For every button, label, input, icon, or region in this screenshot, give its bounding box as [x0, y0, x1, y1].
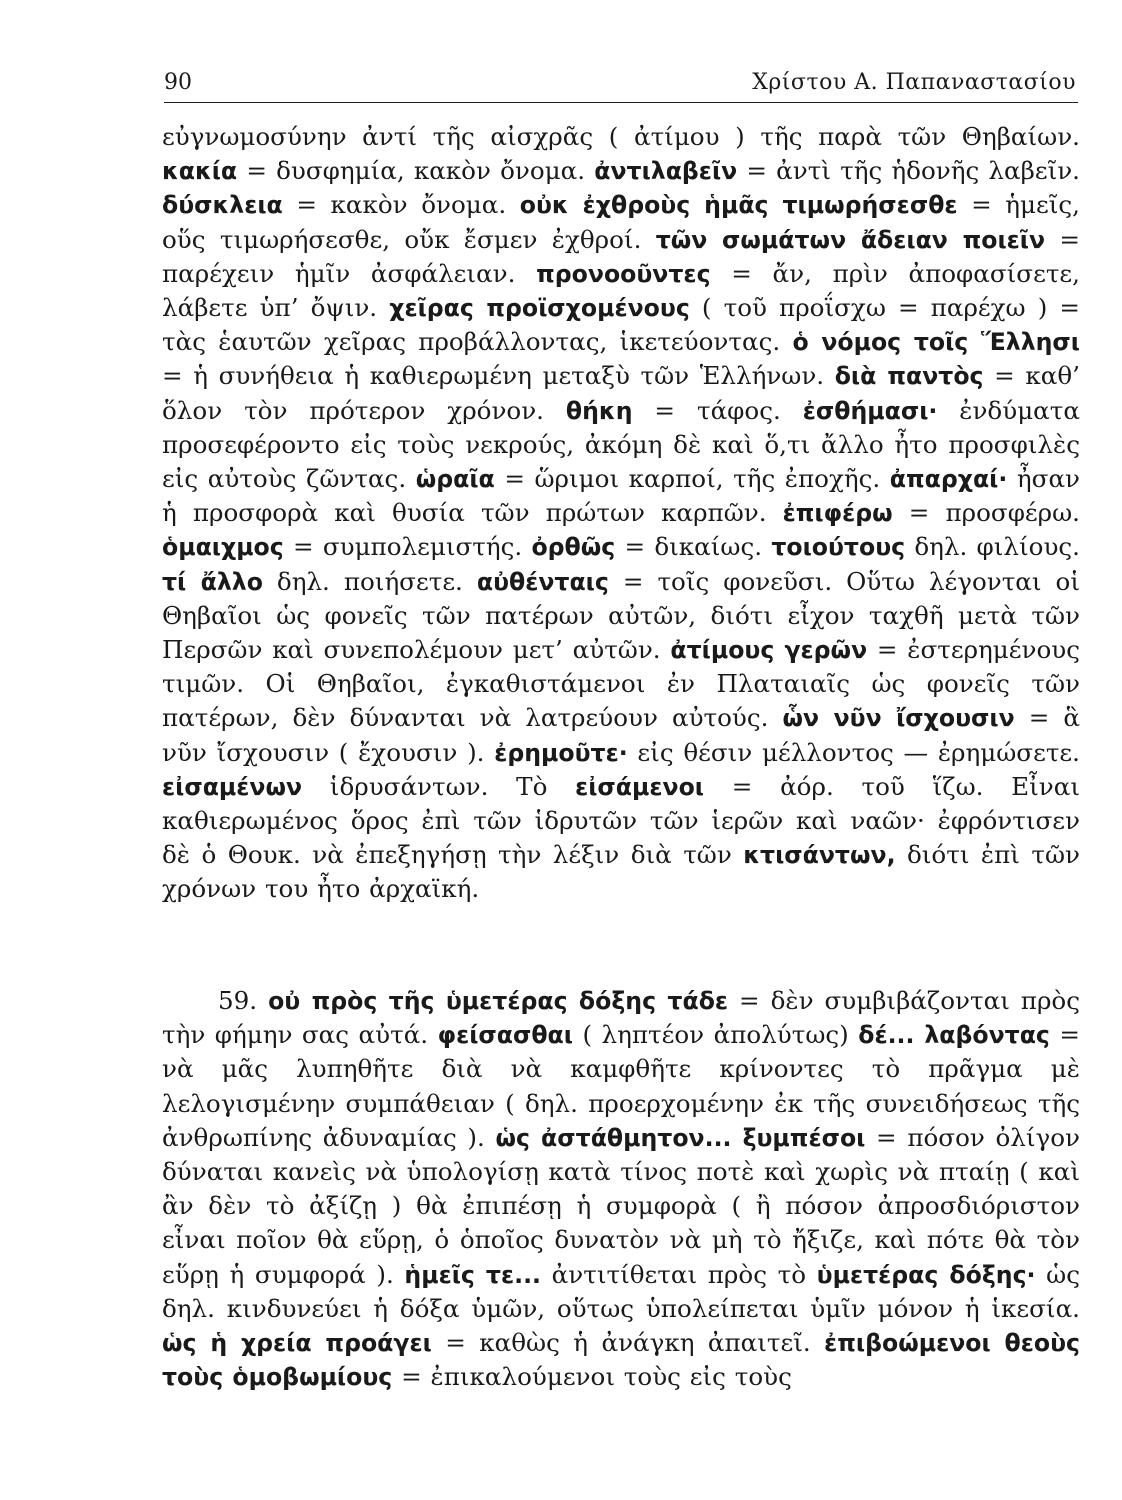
gloss-text: = ὥριμοι καρποί, τῆς ἐποχῆς.: [494, 464, 890, 494]
gloss-text: = συμπολεμιστής.: [283, 532, 532, 562]
lemma-term: ὡραῖα: [415, 465, 495, 494]
lemma-term: αὐθένταις: [476, 567, 609, 596]
gloss-text: = προσφέρω.: [892, 498, 1080, 528]
lemma-term: θήκη: [565, 396, 633, 425]
lemma-term: ἐσθήμασι·: [802, 396, 938, 425]
gloss-text: = ἃ νῦν ἴσχουσιν ( ἔχουσιν ).: [162, 703, 1080, 767]
paragraph-2: [162, 984, 1080, 1394]
gloss-text: = ἐστερημένους τιμῶν. Οἱ Θηβαῖοι, ἐγκαθιστάμενοι ἐν Πλαταιαῖς ὡς φονεῖς τῶν πατέρων, δὲν δύνανται νὰ λατρεύουν αὐτούς.: [162, 635, 1080, 733]
lemma-term: κακία: [162, 157, 238, 186]
lemma-term: προνοοῦντες: [536, 259, 711, 288]
gloss-text: = ἀόρ. τοῦ ἵζω. Εἶναι καθιερωμένος ὅρος ἐπὶ τῶν ἱδρυτῶν τῶν ἱερῶν καὶ ναῶν· ἐφρόντισεν δὲ ὁ Θουκ. νὰ ἐπεξηγήσῃ τὴν λέξιν διὰ τῶν: [162, 771, 1080, 870]
lemma-term: ἀτίμους γερῶν: [670, 636, 868, 665]
gloss-text: ἐνδύματα προσεφέροντο εἰς τοὺς νεκρούς, ἀκόμη δὲ καὶ ὅ,τι ἄλλο ἦτο προσφιλὲς εἰς αὐτοὺς ζῶντας.: [162, 395, 1080, 494]
gloss-text: 59.: [218, 986, 269, 1015]
lemma-term: τῶν σωμάτων ἄδειαν ποιεῖν: [655, 225, 1046, 254]
lemma-term: φείσασθαι: [437, 1021, 573, 1050]
gloss-text: ἀντιτίθεται πρὸς τὸ: [541, 1259, 817, 1289]
gloss-text: εὐγνωμοσύνην ἀντί τῆς αἰσχρᾶς ( ἀτίμου ) τῆς παρὰ τῶν Θηβαίων.: [162, 122, 1080, 151]
gloss-text: = ἡ συνήθεια ἡ καθιερωμένη μεταξὺ τῶν Ἑλλήνων.: [162, 361, 835, 391]
lemma-term: ἐρημοῦτε·: [494, 738, 628, 767]
page-number: 90: [164, 70, 192, 95]
gloss-text: = πόσον ὀλίγον δύναται κανεὶς νὰ ὑπολογίσῃ κατὰ τίνος ποτὲ καὶ χωρὶς νὰ πταίῃ ( καὶ ἂν δὲν τὸ ἀξίζῃ ) θὰ ἐπιπέσῃ ἡ συμφορὰ ( ἢ πόσον ἀπροσδιόριστον εἶναι ποῖον θὰ εὕρῃ, ὁ ὁποῖος δυνατὸν νὰ μὴ τὸ ἤξιζε, καὶ πότε θὰ τὸν εὕρῃ ἡ συμφορά ).: [162, 1122, 1080, 1289]
gloss-text: = καθ’ ὅλον τὸν πρότερον χρόνον.: [162, 361, 1080, 425]
gloss-text: = ἐπικαλούμενοι τοὺς εἰς τοὺς: [392, 1362, 792, 1392]
gloss-text: = δικαίως.: [615, 532, 772, 562]
lemma-term: ἡμεῖς τε...: [404, 1260, 542, 1289]
gloss-text: διότι ἐπὶ τῶν χρόνων του ἦτο ἀρχαϊκή.: [162, 840, 1080, 904]
lemma-term: ἀπαρχαί·: [889, 465, 1008, 494]
gloss-text: = παρέχειν ἡμῖν ἀσφάλειαν.: [162, 224, 1080, 288]
lemma-term: οὐ πρὸς τῆς ὑμετέρας δόξης τάδε: [268, 987, 729, 1015]
gloss-text: ( τοῦ προΐσχω = παρέχω ) = τὰς ἑαυτῶν χεῖρας προβάλλοντας, ἱκετεύοντας.: [162, 293, 1080, 357]
lemma-term: ὁμαιχμος: [162, 533, 284, 562]
paragraph-1: [162, 120, 1080, 907]
gloss-text: = τοῖς φονεῦσι. Οὕτω λέγονται οἱ Θηβαῖοι ὡς φονεῖς τῶν πατέρων αὐτῶν, διότι εἶχον ταχθῆ μετὰ τῶν Περσῶν καὶ συνεπολέμουν μετ’ αὐτῶν.: [162, 566, 1080, 665]
running-title: Χρίστου Α. Παπαναστασίου: [752, 70, 1076, 95]
gloss-text: = κακὸν ὄνομα.: [282, 190, 520, 220]
lemma-term: κτισάντων,: [743, 841, 896, 870]
lemma-term: ἐπιβοώμενοι θεοὺς τοὺς ὁμοβωμίους: [162, 1329, 1080, 1392]
lemma-term: εἰσάμενοι: [575, 772, 704, 801]
gloss-text: ἦσαν ἡ προσφορὰ καὶ θυσία τῶν πρώτων καρπῶν.: [162, 464, 1081, 528]
gloss-text: ἱδρυσάντων. Τὸ: [302, 771, 576, 801]
lemma-term: ὁ νόμος τοῖς Ἕλλησι: [792, 328, 1080, 357]
gloss-text: = δὲν συμβιβάζονται πρὸς τὴν φήμην σας αὐτά.: [162, 986, 1081, 1050]
lemma-term: τοιούτους: [771, 533, 906, 562]
gloss-text: δηλ. φιλίους.: [905, 532, 1080, 562]
gloss-text: = νὰ μᾶς λυπηθῆτε διὰ νὰ καμφθῆτε κρίνοντες τὸ πρᾶγμα μὲ λελογισμένην συμπάθειαν ( δηλ. προερχομένην ἐκ τῆς συνειδήσεως τῆς ἀνθρωπίνης ἀδυναμίας ).: [162, 1020, 1080, 1152]
gloss-text: εἰς θέσιν μέλλοντος — ἐρημώσετε.: [627, 737, 1080, 767]
lemma-term: ὡς ἡ χρεία προάγει: [162, 1329, 432, 1358]
lemma-term: δύσκλεια: [162, 191, 283, 220]
lemma-term: ὀρθῶς: [531, 533, 616, 562]
gloss-text: ὡς δηλ. κινδυνεύει ἡ δόξα ὑμῶν, οὕτως ὑπολείπεται ὑμῖν μόνον ἡ ἱκεσία.: [162, 1259, 1080, 1323]
lemma-term: χεῖρας προϊσχομένους: [389, 294, 690, 323]
lemma-term: δέ... λαβόντας: [858, 1021, 1050, 1050]
lemma-term: τί ἄλλο: [162, 567, 263, 596]
lemma-term: ἀντιλαβεῖν: [594, 157, 738, 186]
lemma-term: ὡς ἀστάθμητον... ξυμπέσοι: [495, 1123, 866, 1152]
gloss-text: = καθὼς ἡ ἀνάγκη ἀπαιτεῖ.: [431, 1328, 825, 1358]
gloss-text: = ἀντὶ τῆς ἡδονῆς λαβεῖν.: [737, 156, 1080, 186]
lemma-term: ὑμετέρας δόξης·: [816, 1260, 1036, 1289]
gloss-text: = ἡμεῖς, οὕς τιμωρήσεσθε, οὔκ ἔσμεν ἐχθροί.: [162, 190, 1081, 254]
lemma-term: ὧν νῦν ἴσχουσιν: [782, 704, 1015, 733]
page-header: [164, 66, 1078, 103]
gloss-text: δηλ. ποιήσετε.: [262, 566, 477, 596]
gloss-text: = ἄν, πρὶν ἀποφασίσετε, λάβετε ὑπ’ ὄψιν.: [162, 258, 1080, 323]
lemma-term: εἰσαμένων: [162, 772, 303, 801]
gloss-text: ( ληπτέον ἀπολύτως): [572, 1020, 859, 1050]
lemma-term: διὰ παντὸς: [834, 362, 984, 391]
lemma-term: οὐκ ἐχθροὺς ἡμᾶς τιμωρήσεσθε: [519, 191, 958, 220]
lemma-term: ἐπιφέρω: [782, 499, 893, 528]
gloss-text: = δυσφημία, κακὸν ὄνομα.: [237, 156, 595, 186]
gloss-text: = τάφος.: [632, 395, 803, 425]
